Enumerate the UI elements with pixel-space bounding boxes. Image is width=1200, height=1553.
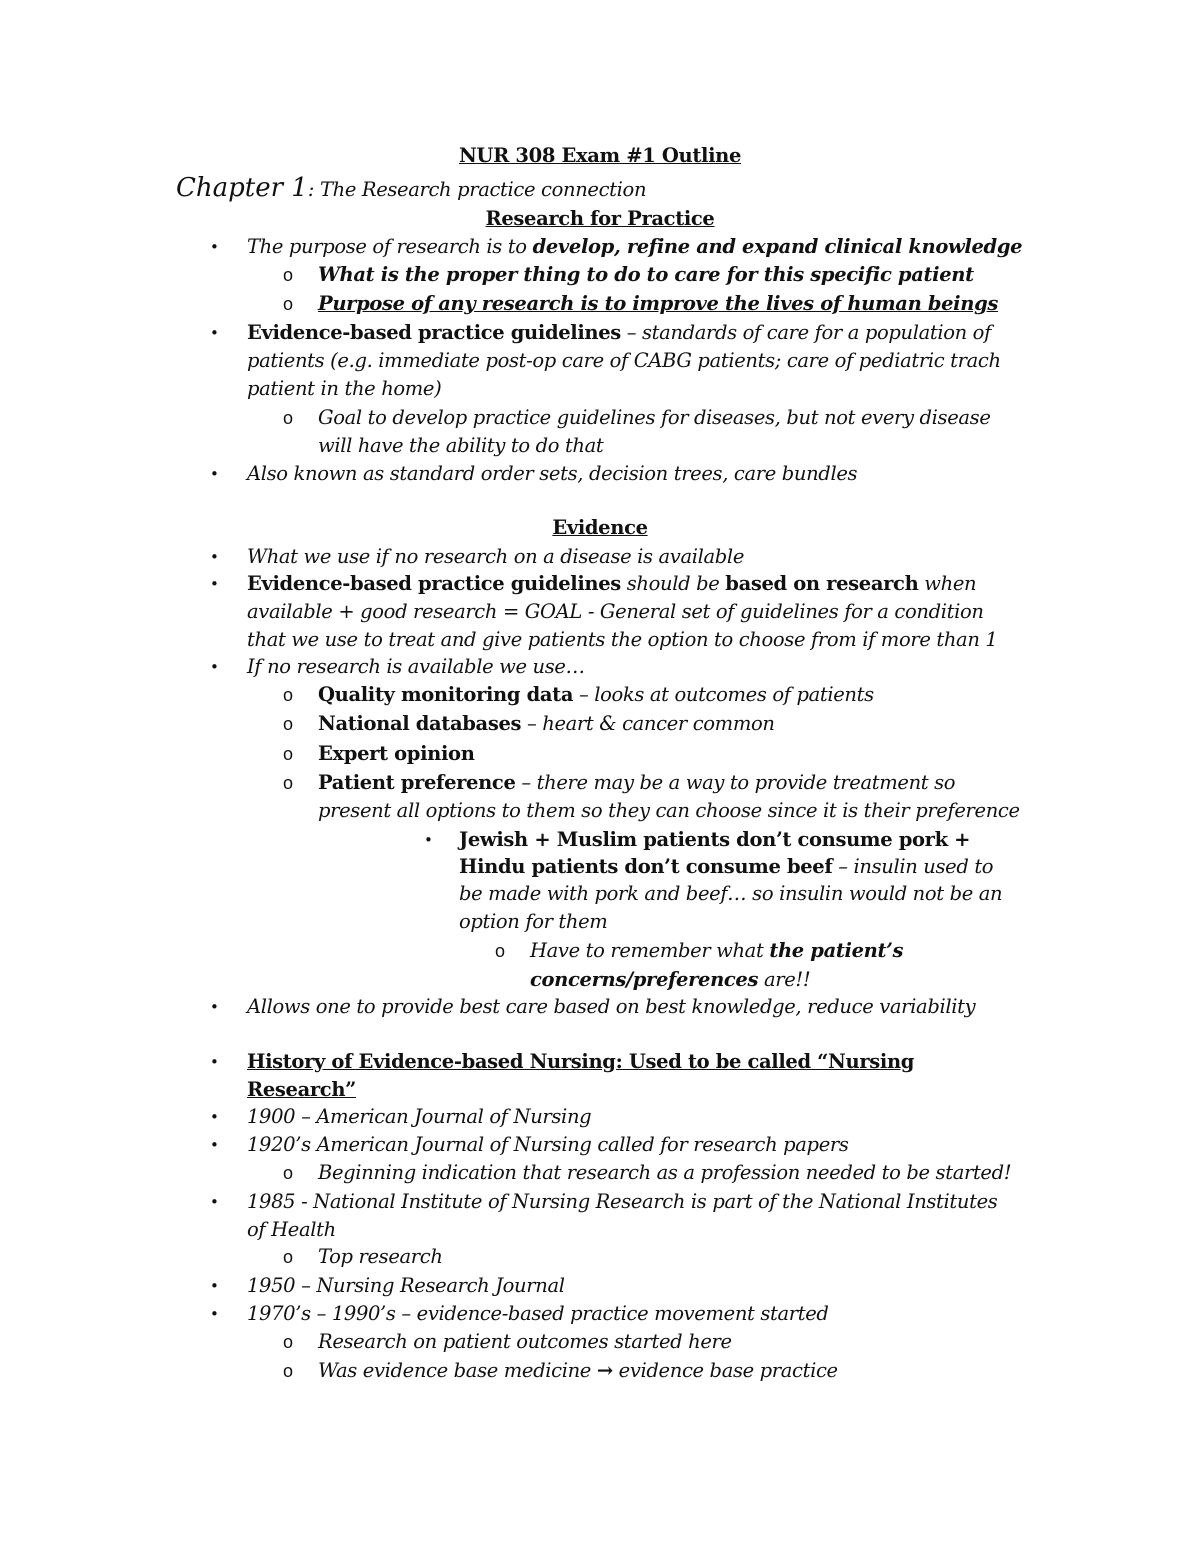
bullet-circle: o [283,408,294,428]
text-run: – standards of care for a population of [620,321,991,344]
text-run: evidence base practice [612,1359,838,1382]
bullet-disc: • [210,1305,219,1323]
list-item-continuation: of Health [247,1218,336,1241]
chapter-colon: : [307,178,315,201]
text-run: The purpose of research is to [247,235,527,258]
list-item: What we use if no research on a disease is available [247,545,745,568]
text-run-bold: Evidence-based practice guidelines [247,321,621,344]
list-item-continuation: present all options to them so they can choose since it is their preference [318,799,1020,822]
text-run: when [918,572,977,595]
list-item-continuation: that we use to treat and give patients the option to choose from if more than 1 [247,628,998,651]
list-item: 1950 – Nursing Research Journal [247,1274,565,1297]
bullet-circle: o [283,744,294,764]
text-run: Was evidence base medicine [318,1359,597,1382]
list-item-continuation: option for them [459,910,608,933]
list-item [530,937,903,965]
chapter-label: Chapter 1 [176,173,308,203]
list-item: If no research is available we use… [247,655,585,678]
bullet-circle: o [283,714,294,734]
bullet-disc: • [210,1136,219,1154]
list-item: Goal to develop practice guidelines for diseases, but not every disease [318,406,991,429]
section-heading-history: History of Evidence-based Nursing: Used to be called “Nursing [247,1050,915,1073]
chapter-subtitle: The Research practice connection [319,178,647,201]
list-item: 1900 – American Journal of Nursing [247,1105,592,1128]
list-item-continuation: be made with pork and beef… so insulin would not be an [459,882,1003,905]
list-item: Allows one to provide best care based on best knowledge, reduce variability [247,995,976,1018]
text-run: – looks at outcomes of patients [573,683,874,706]
bullet-circle: o [283,773,294,793]
bullet-circle: o [283,1247,294,1267]
list-item [247,319,991,347]
text-run-bold: based on research [725,572,919,595]
list-item-continuation: patients (e.g. immediate post-op care of CABG patients; care of pediatric trach [247,349,1001,372]
bullet-disc: • [424,831,433,849]
list-item-continuation [530,966,810,994]
text-run-bold: Hindu patients don’t consume beef [459,855,833,878]
bullet-circle: o [495,941,506,961]
list-item [318,710,775,738]
text-run-bold: Patient preference [318,771,516,794]
bullet-disc: • [210,1277,219,1295]
chapter-heading [176,174,646,204]
text-run: – there may be a way to provide treatment so [515,771,956,794]
text-run: Have to remember what [530,939,770,962]
bullet-disc: • [210,238,219,256]
bullet-circle: o [283,685,294,705]
bullet-disc: • [210,548,219,566]
list-item [247,570,976,598]
list-item [318,1357,838,1385]
text-run-bold: the patient’s [769,939,904,962]
list-item [318,769,955,797]
bullet-disc: • [210,998,219,1016]
bullet-circle: o [283,294,294,314]
section-heading-research-for-practice: Research for Practice [485,207,715,230]
list-item [318,681,874,709]
list-item: Jewish + Muslim patients don’t consume pork + [459,828,971,851]
list-item-continuation [459,853,993,881]
list-item: 1920’s American Journal of Nursing called for research papers [247,1133,849,1156]
bullet-disc: • [210,658,219,676]
list-item: Research on patient outcomes started here [318,1330,732,1353]
bullet-disc: • [210,575,219,593]
text-run: are!! [758,968,811,991]
bullet-disc: • [210,1108,219,1126]
list-item: Expert opinion [318,742,475,765]
bullet-disc: • [210,465,219,483]
bullet-disc: • [210,1193,219,1211]
list-item-continuation: patient in the home) [247,377,442,400]
text-run-bold: concerns/preferences [530,968,759,991]
list-item: Purpose of any research is to improve the lives of human beings [318,292,998,315]
list-item: 1970’s – 1990’s – evidence-based practice movement started [247,1302,829,1325]
section-heading-evidence: Evidence [552,516,648,539]
text-run-bold: develop, refine and expand clinical knowledge [532,235,1023,258]
text-run: – heart & cancer common [521,712,775,735]
section-heading-history-continuation: Research” [247,1078,357,1101]
bullet-circle: o [283,1332,294,1352]
text-run-bold: Quality monitoring data [318,683,574,706]
bullet-disc: • [210,324,219,342]
list-item: Beginning indication that research as a profession needed to be started! [318,1161,1012,1184]
text-run: – insulin used to [832,855,994,878]
text-run: should be [620,572,726,595]
bullet-circle: o [283,265,294,285]
list-item [247,233,1022,261]
list-item: Top research [318,1245,443,1268]
bullet-disc: • [210,1053,219,1071]
list-item-continuation: will have the ability to do that [318,434,604,457]
bullet-circle: o [283,1163,294,1183]
document-title: NUR 308 Exam #1 Outline [458,144,742,167]
text-run-bold: Evidence-based practice guidelines [247,572,621,595]
bullet-circle: o [283,1361,294,1381]
right-arrow-icon: → [596,1359,613,1382]
list-item: What is the proper thing to do to care for this specific patient [318,263,974,286]
list-item: Also known as standard order sets, decision trees, care bundles [247,462,858,485]
list-item: 1985 - National Institute of Nursing Research is part of the National Institutes [247,1190,998,1213]
text-run-bold: National databases [318,712,522,735]
list-item-continuation: available + good research = GOAL - General set of guidelines for a condition [247,600,984,623]
